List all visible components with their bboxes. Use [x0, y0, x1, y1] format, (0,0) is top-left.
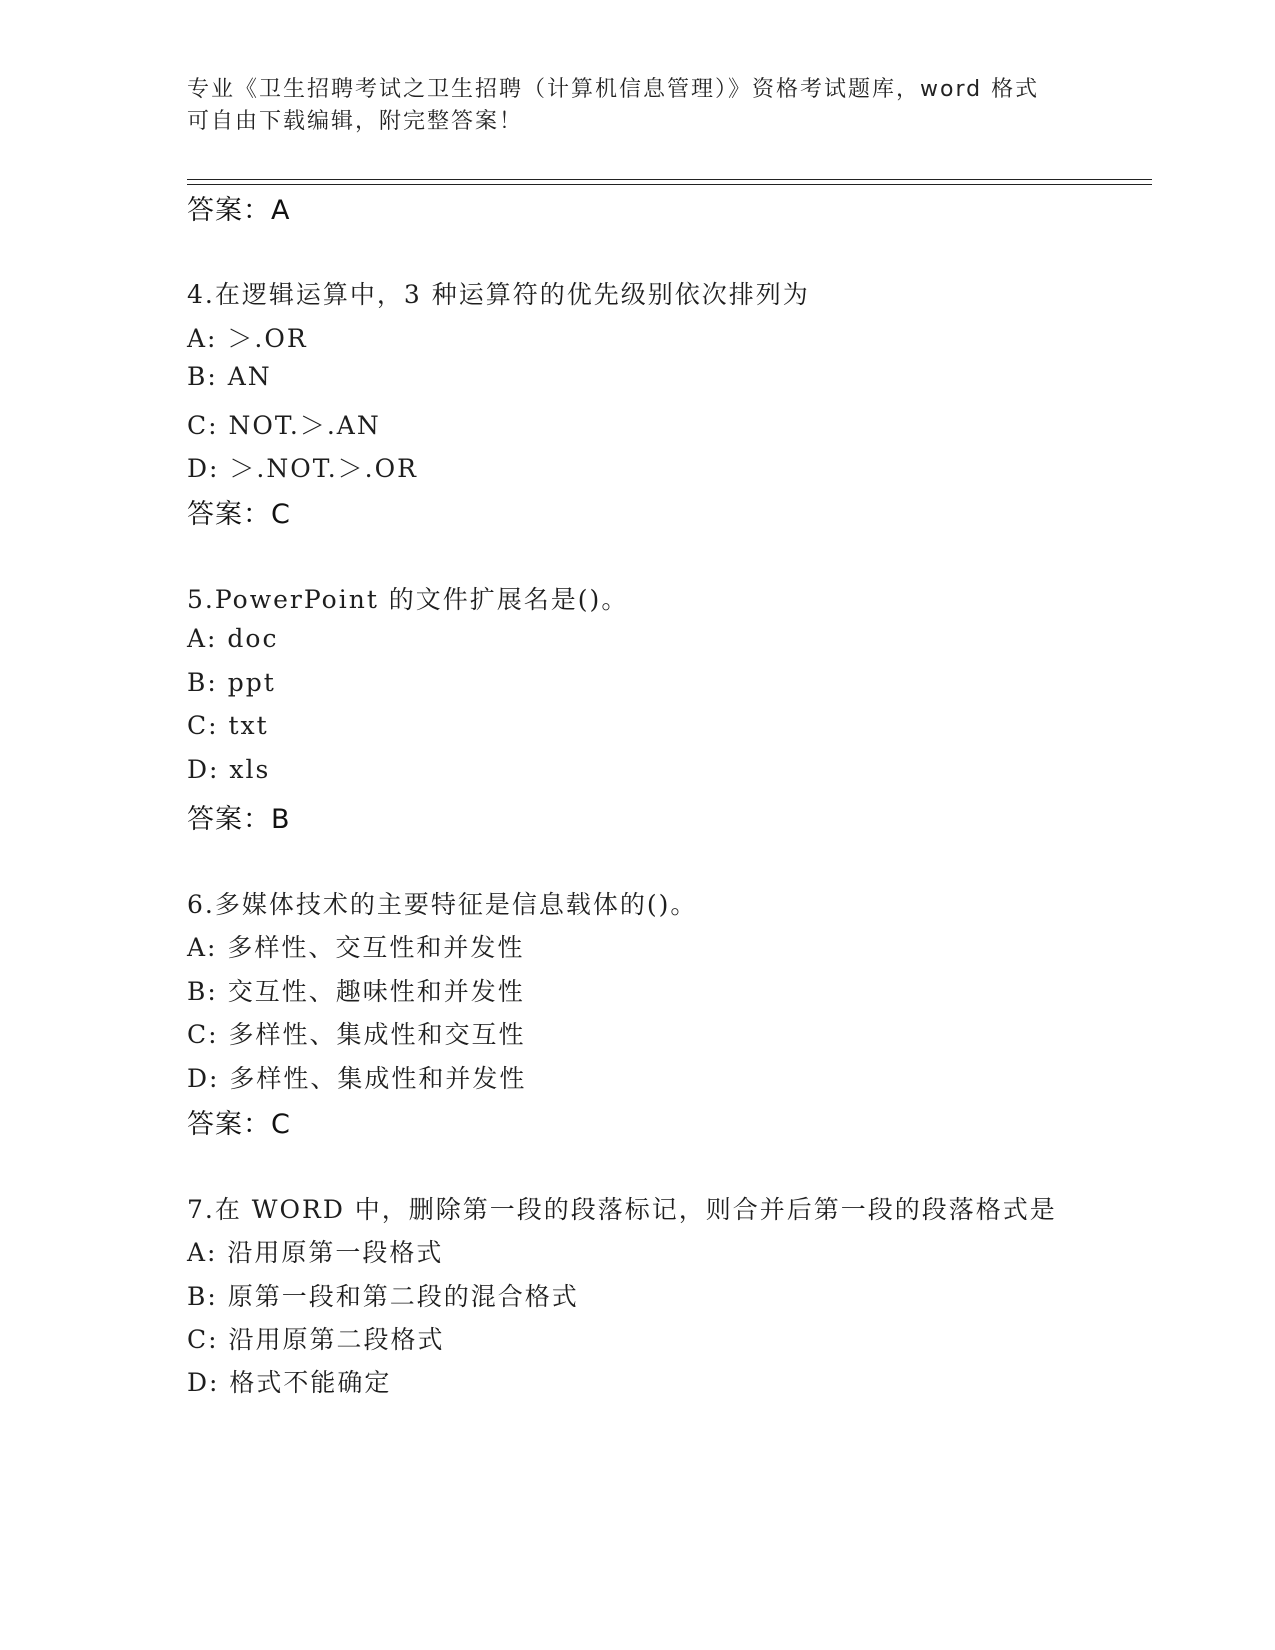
question-4-option-d: D: ＞.NOT.＞.OR	[187, 454, 418, 483]
question-5-option-b: B: ppt	[187, 668, 276, 697]
question-4-stem: 4.在逻辑运算中，3 种运算符的优先级别依次排列为	[187, 280, 810, 309]
question-6-option-a: A: 多样性、交互性和并发性	[187, 933, 525, 962]
question-7-option-d: D: 格式不能确定	[187, 1368, 392, 1397]
question-4-option-b: B: AN	[187, 362, 272, 391]
question-4-answer: 答案：C	[187, 499, 291, 530]
question-5-answer: 答案：B	[187, 804, 291, 835]
header-rule-bottom	[187, 184, 1152, 185]
question-6-option-d: D: 多样性、集成性和并发性	[187, 1064, 527, 1093]
question-5-option-a: A: doc	[187, 624, 279, 653]
question-4-option-c: C: NOT.＞.AN	[187, 411, 381, 440]
question-5-option-c: C: txt	[187, 711, 269, 740]
question-6-stem: 6.多媒体技术的主要特征是信息载体的()。	[187, 890, 698, 919]
question-6-answer: 答案：C	[187, 1109, 291, 1140]
header-line-2: 可自由下载编辑，附完整答案！	[187, 109, 524, 134]
question-7-option-b: B: 原第一段和第二段的混合格式	[187, 1282, 579, 1311]
header-line-1: 专业《卫生招聘考试之卫生招聘（计算机信息管理）》资格考试题库，word 格式	[187, 77, 1040, 102]
question-4-option-a: A: ＞.OR	[187, 324, 308, 353]
question-7-stem: 7.在 WORD 中，删除第一段的段落标记，则合并后第一段的段落格式是	[187, 1195, 1057, 1224]
question-7-option-a: A: 沿用原第一段格式	[187, 1238, 444, 1267]
answer-previous: 答案：A	[187, 195, 291, 226]
question-6-option-c: C: 多样性、集成性和交互性	[187, 1020, 526, 1049]
question-5-option-d: D: xls	[187, 755, 271, 784]
question-5-stem: 5.PowerPoint 的文件扩展名是()。	[187, 585, 629, 614]
header-rule-top	[187, 179, 1152, 180]
question-7-option-c: C: 沿用原第二段格式	[187, 1325, 445, 1354]
question-6-option-b: B: 交互性、趣味性和并发性	[187, 977, 525, 1006]
page-header	[187, 74, 1087, 138]
